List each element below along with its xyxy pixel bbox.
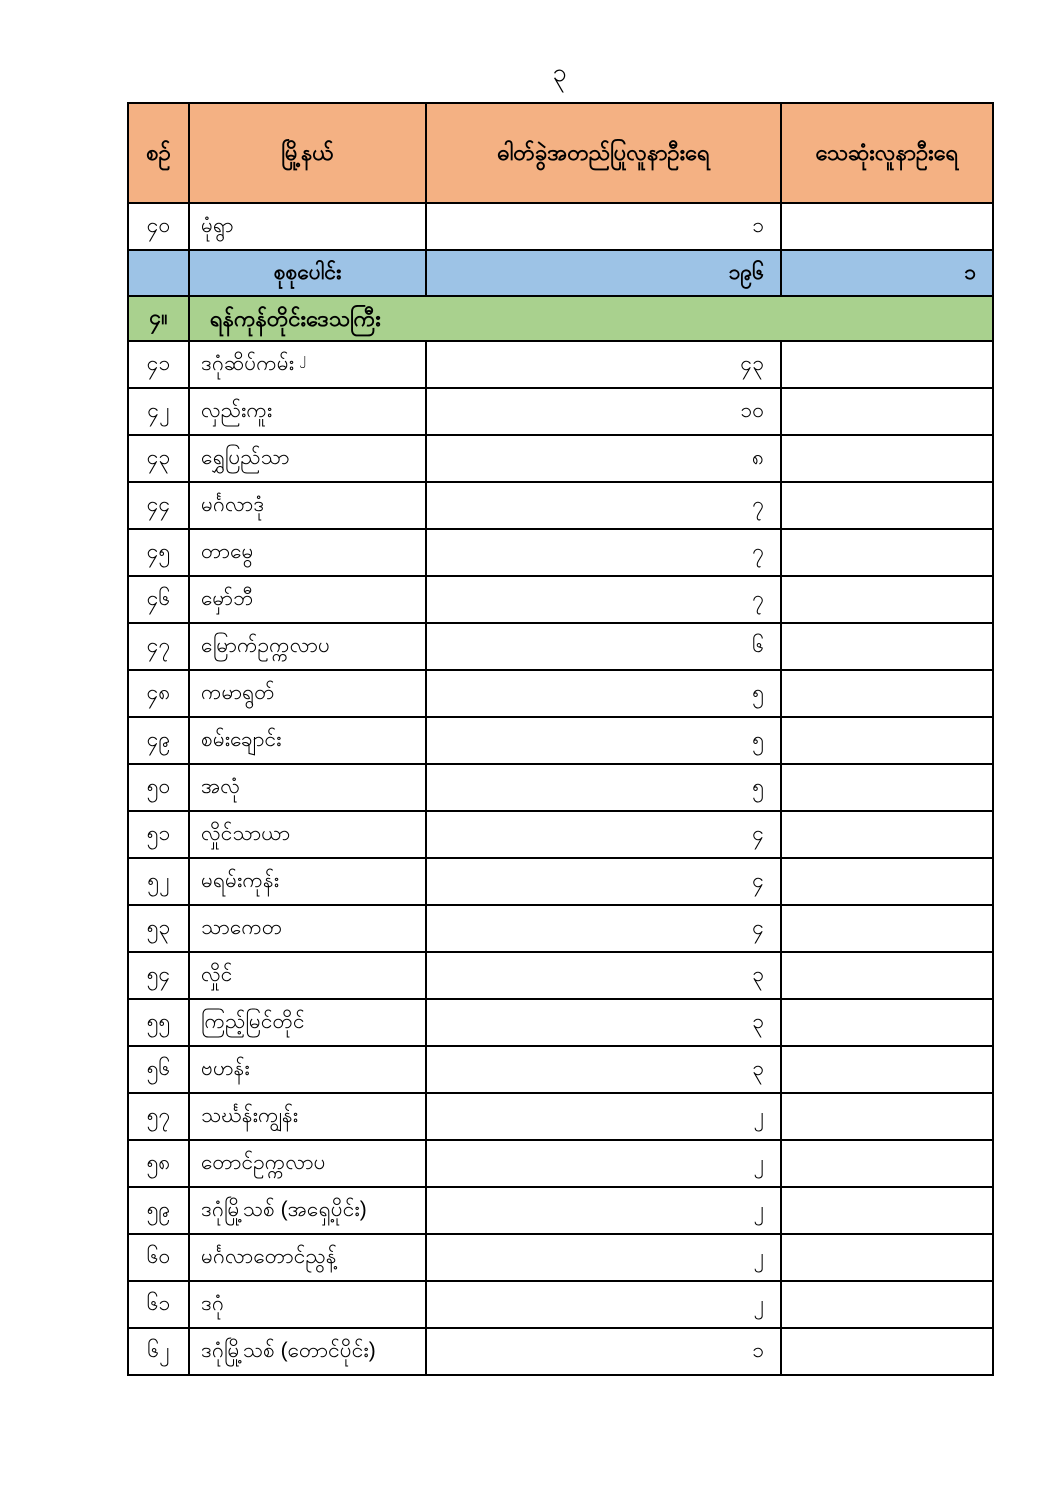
township-cell: မင်္ဂလာတောင်ညွန့် — [189, 1234, 426, 1281]
total-deaths-cell: ၁ — [781, 250, 993, 296]
table-row — [128, 905, 993, 952]
confirmed-count-cell: ၆ — [426, 623, 781, 670]
township-cell: အလုံ — [189, 764, 426, 811]
section-row — [128, 296, 993, 341]
deaths-count-cell — [781, 952, 993, 999]
serial-cell: ၅၅ — [128, 999, 189, 1046]
serial-cell: ၅၄ — [128, 952, 189, 999]
serial-cell: ၄၃ — [128, 435, 189, 482]
deaths-count-cell — [781, 905, 993, 952]
confirmed-count-cell: ၁ — [426, 203, 781, 250]
serial-cell: ၆၀ — [128, 1234, 189, 1281]
table-row — [128, 1187, 993, 1234]
rows-main — [128, 341, 993, 1375]
confirmed-count-cell: ၄၃ — [426, 341, 781, 388]
deaths-count-cell — [781, 435, 993, 482]
serial-cell: ၆၂ — [128, 1328, 189, 1375]
confirmed-count-cell: ၇ — [426, 576, 781, 623]
table-row — [128, 811, 993, 858]
section-title: ရန်ကုန်တိုင်းဒေသကြီး — [189, 296, 993, 341]
township-cell: လှည်းကူး — [189, 388, 426, 435]
serial-cell: ၄၅ — [128, 529, 189, 576]
serial-cell: ၄၀ — [128, 203, 189, 250]
township-cell: လှိုင် — [189, 952, 426, 999]
table-row — [128, 341, 993, 388]
township-cell: ကြည့်မြင်တိုင် — [189, 999, 426, 1046]
serial-cell: ၅၂ — [128, 858, 189, 905]
township-cell: စမ်းချောင်း — [189, 717, 426, 764]
table-row — [128, 203, 993, 250]
table-row — [128, 482, 993, 529]
serial-cell: ၄၆ — [128, 576, 189, 623]
township-cell: သာကေတ — [189, 905, 426, 952]
township-cell: တာမွေ — [189, 529, 426, 576]
table-row — [128, 670, 993, 717]
confirmed-count-cell: ၅ — [426, 717, 781, 764]
deaths-count-cell — [781, 1281, 993, 1328]
township-cell: ဒဂုံ — [189, 1281, 426, 1328]
confirmed-count-cell: ၁၀ — [426, 388, 781, 435]
case-table — [127, 102, 994, 1376]
deaths-count-cell — [781, 1140, 993, 1187]
confirmed-count-cell: ၃ — [426, 999, 781, 1046]
serial-cell: ၄၄ — [128, 482, 189, 529]
township-cell: ဒဂုံမြို့သစ် (အရှေ့ပိုင်း) — [189, 1187, 426, 1234]
confirmed-count-cell: ၅ — [426, 764, 781, 811]
serial-cell: ၄၈ — [128, 670, 189, 717]
header-serial: စဉ် — [128, 103, 189, 203]
township-cell: ဒဂုံမြို့သစ် (တောင်ပိုင်း) — [189, 1328, 426, 1375]
serial-cell: ၅၈ — [128, 1140, 189, 1187]
table-row — [128, 1281, 993, 1328]
confirmed-count-cell: ၃ — [426, 952, 781, 999]
deaths-count-cell — [781, 1187, 993, 1234]
table-row — [128, 435, 993, 482]
deaths-count-cell — [781, 1328, 993, 1375]
table-row — [128, 999, 993, 1046]
serial-cell: ၆၁ — [128, 1281, 189, 1328]
serial-cell: ၄၇ — [128, 623, 189, 670]
table-row — [128, 717, 993, 764]
deaths-count-cell — [781, 1093, 993, 1140]
table-row — [128, 576, 993, 623]
serial-cell: ၅၇ — [128, 1093, 189, 1140]
deaths-count-cell — [781, 670, 993, 717]
header-township: မြို့နယ် — [189, 103, 426, 203]
confirmed-count-cell: ၇ — [426, 482, 781, 529]
deaths-count-cell — [781, 764, 993, 811]
serial-cell: ၄၁ — [128, 341, 189, 388]
table-header-row — [128, 103, 993, 203]
serial-cell: ၅၃ — [128, 905, 189, 952]
table-row — [128, 1328, 993, 1375]
deaths-count-cell — [781, 203, 993, 250]
confirmed-count-cell: ၄ — [426, 905, 781, 952]
deaths-count-cell — [781, 341, 993, 388]
confirmed-count-cell: ၁ — [426, 1328, 781, 1375]
header-deaths: သေဆုံးလူနာဦးရေ — [781, 103, 993, 203]
section-number-cell: ၄။ — [128, 296, 189, 341]
deaths-count-cell — [781, 858, 993, 905]
table-row — [128, 952, 993, 999]
total-row — [128, 250, 993, 296]
header-confirmed: ဓါတ်ခွဲအတည်ပြုလူနာဦးရေ — [426, 103, 781, 203]
footnote-marker: ၂ — [299, 350, 306, 366]
township-cell: မရမ်းကုန်း — [189, 858, 426, 905]
table-row — [128, 1093, 993, 1140]
table-row — [128, 1140, 993, 1187]
deaths-count-cell — [781, 529, 993, 576]
deaths-count-cell — [781, 388, 993, 435]
deaths-count-cell — [781, 576, 993, 623]
table-row — [128, 623, 993, 670]
confirmed-count-cell: ၂ — [426, 1281, 781, 1328]
township-cell: တောင်ဥက္ကလာပ — [189, 1140, 426, 1187]
deaths-count-cell — [781, 482, 993, 529]
total-confirmed-cell: ၁၉၆ — [426, 250, 781, 296]
page-number: ၃ — [552, 59, 567, 87]
serial-cell: ၄၂ — [128, 388, 189, 435]
table-row — [128, 858, 993, 905]
township-cell: မြောက်ဥက္ကလာပ — [189, 623, 426, 670]
deaths-count-cell — [781, 999, 993, 1046]
township-cell: မုံရွာ — [189, 203, 426, 250]
deaths-count-cell — [781, 717, 993, 764]
total-serial-cell — [128, 250, 189, 296]
confirmed-count-cell: ၄ — [426, 858, 781, 905]
deaths-count-cell — [781, 811, 993, 858]
serial-cell: ၄၉ — [128, 717, 189, 764]
confirmed-count-cell: ၂ — [426, 1140, 781, 1187]
table-row — [128, 1046, 993, 1093]
table-row — [128, 1234, 993, 1281]
confirmed-count-cell: ၂ — [426, 1093, 781, 1140]
confirmed-count-cell: ၈ — [426, 435, 781, 482]
confirmed-count-cell: ၂ — [426, 1234, 781, 1281]
township-cell: ကမာရွတ် — [189, 670, 426, 717]
table-row — [128, 388, 993, 435]
confirmed-count-cell: ၂ — [426, 1187, 781, 1234]
confirmed-count-cell: ၅ — [426, 670, 781, 717]
township-cell: မှော်ဘီ — [189, 576, 426, 623]
confirmed-count-cell: ၄ — [426, 811, 781, 858]
serial-cell: ၅၆ — [128, 1046, 189, 1093]
township-cell: ဒဂုံဆိပ်ကမ်း $^၂$ — [189, 341, 426, 388]
township-cell: လှိုင်သာယာ — [189, 811, 426, 858]
serial-cell: ၅၀ — [128, 764, 189, 811]
total-label: စုစုပေါင်း — [189, 250, 426, 296]
deaths-count-cell — [781, 1234, 993, 1281]
table-row — [128, 764, 993, 811]
confirmed-count-cell: ၃ — [426, 1046, 781, 1093]
serial-cell: ၅၁ — [128, 811, 189, 858]
township-cell: သင်္ဃန်းကျွန်း — [189, 1093, 426, 1140]
deaths-count-cell — [781, 623, 993, 670]
rows-top — [128, 203, 993, 250]
serial-cell: ၅၉ — [128, 1187, 189, 1234]
township-cell: ဗဟန်း — [189, 1046, 426, 1093]
confirmed-count-cell: ၇ — [426, 529, 781, 576]
deaths-count-cell — [781, 1046, 993, 1093]
township-cell: ရွှေပြည်သာ — [189, 435, 426, 482]
table-row — [128, 529, 993, 576]
township-cell: မင်္ဂလာဒုံ — [189, 482, 426, 529]
